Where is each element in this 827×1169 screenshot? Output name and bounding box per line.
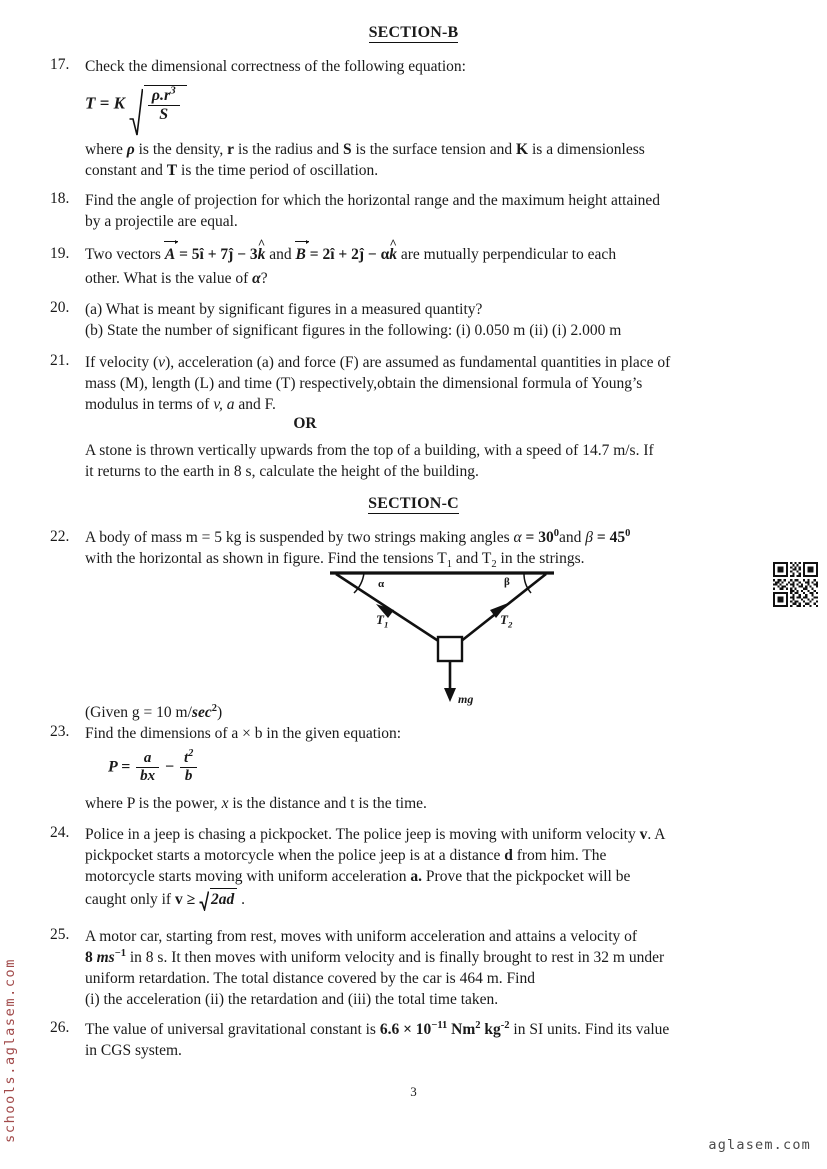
where-text-2: is the density, bbox=[134, 141, 228, 158]
question-24-number: 24. bbox=[50, 824, 70, 841]
tension-1-subscript: 1 bbox=[446, 559, 453, 571]
q19-line2-pre: other. What is the value of bbox=[85, 270, 253, 287]
q23-minus-sign: − bbox=[165, 758, 175, 776]
symbol-S: S bbox=[342, 141, 352, 158]
question-25-line2 bbox=[85, 947, 785, 968]
symbol-v-q21-b: v, bbox=[213, 396, 223, 413]
watermark-left-site: schools.aglasem.com bbox=[2, 958, 18, 1143]
where-text-1: where bbox=[85, 141, 127, 158]
question-23-formula bbox=[85, 750, 785, 786]
question-24-line2 bbox=[85, 845, 785, 866]
q24-line3-pre: motorcycle starts moving with uniform acceleration bbox=[85, 868, 411, 885]
question-21-line1 bbox=[85, 352, 785, 373]
q19-text-post: are mutually perpendicular to each bbox=[397, 246, 617, 263]
question-19-line1 bbox=[85, 244, 785, 265]
question-24-line1 bbox=[85, 824, 785, 845]
question-24-line3 bbox=[85, 866, 785, 887]
q25-velocity-exponent: −1 bbox=[114, 947, 126, 959]
question-21-alt-line2: it returns to the earth in 8 s, calculate the height of the building. bbox=[85, 463, 479, 480]
where-text-5: is a dimensionless bbox=[528, 141, 645, 158]
q26-line1-post: in SI units. Find its value bbox=[509, 1021, 670, 1038]
figure-angle-beta-label: β bbox=[504, 576, 510, 588]
question-25-number: 25. bbox=[50, 926, 70, 943]
vector-A-icon bbox=[165, 244, 175, 265]
symbol-a-q24: a. bbox=[410, 868, 423, 885]
beta-value: = 45 bbox=[593, 529, 626, 546]
question-17-formula bbox=[85, 85, 785, 141]
q19-text-pre: Two vectors bbox=[85, 246, 165, 263]
k-hat-label-1: k bbox=[257, 246, 266, 263]
unit-vector-k-hat-1 bbox=[258, 244, 266, 265]
q21-line3-pre: modulus in terms of bbox=[85, 396, 214, 413]
unit-vector-k-hat-2 bbox=[389, 244, 397, 265]
q19-eqB: = 2î + 2ĵ − α bbox=[305, 246, 390, 263]
question-21-number: 21. bbox=[50, 352, 70, 369]
question-24-line4 bbox=[85, 888, 785, 910]
symbol-alpha-q19: α bbox=[252, 270, 261, 287]
q26-constant-exponent: −11 bbox=[431, 1019, 448, 1031]
q24-line2-post: from him. The bbox=[512, 847, 607, 864]
given-g-pre: (Given g = 10 m/ bbox=[85, 704, 192, 721]
q23-formula-lhs: P = bbox=[108, 758, 131, 776]
question-26-number: 26. bbox=[50, 1019, 70, 1036]
given-g-sup: 2 bbox=[211, 702, 217, 714]
q22-line2-pre: with the horizontal as shown in figure. Find the tensions T bbox=[85, 550, 447, 567]
q23-where-post: is the distance and t is the time. bbox=[228, 795, 427, 812]
watermark-bottom-site: aglasem.com bbox=[708, 1137, 811, 1153]
q24-line2-pre: pickpocket starts a motorcycle when the police jeep is at a distance bbox=[85, 847, 505, 864]
question-26-line1 bbox=[85, 1019, 785, 1040]
q24-line4-post: . bbox=[237, 891, 245, 908]
question-20-line-b: (b) State the number of significant figures in the following: (i) 0.050 m (ii) (i) 2.000 m bbox=[85, 322, 622, 339]
alpha-value: = 30 bbox=[521, 529, 554, 546]
question-25-line4: (i) the acceleration (ii) the retardation and (iii) the total time taken. bbox=[85, 991, 499, 1008]
question-21-line2: mass (M), length (L) and time (T) respectively,obtain the dimensional formula of Young’s bbox=[85, 375, 643, 392]
symbol-T: T bbox=[166, 162, 178, 179]
vector-A-label: A bbox=[164, 246, 176, 263]
formula-numerator: ρ.r bbox=[151, 87, 171, 104]
q22-line1-pre: A body of mass m = 5 kg is suspended by two strings making angles bbox=[85, 529, 514, 546]
question-22-number: 22. bbox=[50, 528, 70, 545]
question-17-last-line bbox=[85, 160, 785, 181]
where-text-4: is the surface tension and bbox=[351, 141, 517, 158]
alpha-degree-sup: 0 bbox=[553, 527, 560, 539]
q23-fraction-2 bbox=[180, 750, 197, 786]
given-g-post: ) bbox=[216, 704, 223, 721]
beta-degree-sup: 0 bbox=[625, 527, 631, 539]
q23-frac2-numerator: t bbox=[184, 750, 189, 766]
symbol-alpha-q22: α bbox=[513, 529, 522, 546]
q26-line1-pre: The value of universal gravitational constant is bbox=[85, 1021, 380, 1038]
qr-code-icon bbox=[773, 562, 818, 607]
question-18-line2: by a projectile are equal. bbox=[85, 213, 238, 230]
q26-unit-nm-sup: 2 bbox=[475, 1019, 481, 1031]
formula-numerator-exponent: 3 bbox=[170, 84, 176, 97]
q19-text-mid: and bbox=[265, 246, 296, 263]
q25-velocity-unit: ms bbox=[96, 949, 115, 966]
symbol-v-q24-b: v bbox=[174, 891, 183, 908]
last-line-text-2: is the time period of oscillation. bbox=[177, 162, 379, 179]
question-17-where-line bbox=[85, 139, 785, 160]
q23-frac1-denominator: bx bbox=[136, 767, 159, 785]
square-root-icon bbox=[129, 85, 187, 125]
section-c-heading bbox=[0, 495, 827, 513]
formula-lhs: T = K bbox=[85, 93, 125, 113]
q23-frac1-numerator: a bbox=[143, 750, 152, 766]
q23-where-pre: where P is the power, bbox=[85, 795, 222, 812]
radicand-2ad: 2ad bbox=[210, 888, 237, 910]
q24-line4-pre: caught only if bbox=[85, 891, 175, 908]
question-20-number: 20. bbox=[50, 299, 70, 316]
vector-B-icon bbox=[296, 244, 306, 265]
question-21-alt-line1: A stone is thrown vertically upwards from the top of a building, with a speed of 14.7 m/s. If bbox=[85, 442, 654, 459]
greater-equal-sign: ≥ bbox=[182, 891, 199, 908]
question-23-number: 23. bbox=[50, 723, 70, 740]
q24-line1-pre: Police in a jeep is chasing a pickpocket. The police jeep is moving with uniform velocity bbox=[85, 826, 640, 843]
figure-svg bbox=[318, 560, 568, 710]
suspended-body-figure bbox=[318, 560, 568, 710]
q21-line1-pre: If velocity ( bbox=[85, 354, 159, 371]
question-21-line3 bbox=[85, 394, 785, 415]
or-separator-label: OR bbox=[293, 415, 317, 432]
section-b-label: SECTION-B bbox=[368, 24, 459, 41]
symbol-v-q21: v bbox=[158, 354, 166, 371]
q23-fraction-1 bbox=[136, 750, 159, 786]
radicand bbox=[144, 85, 187, 125]
question-25-line3: uniform retardation. The total distance covered by the car is 464 m. Find bbox=[85, 970, 535, 987]
question-23-where-line bbox=[85, 793, 785, 814]
question-25-line1: A motor car, starting from rest, moves with uniform acceleration and attains a velocity of bbox=[85, 928, 638, 945]
q26-unit-nm: Nm bbox=[447, 1021, 476, 1038]
symbol-a-q21: a bbox=[226, 396, 235, 413]
question-17-number: 17. bbox=[50, 56, 70, 73]
q25-line2-post: in 8 s. It then moves with uniform velocity and is finally brought to rest in 32 m under bbox=[126, 949, 665, 966]
q21-line3-post: and F. bbox=[234, 396, 276, 413]
q26-constant-value: 6.6 × 10 bbox=[379, 1021, 432, 1038]
vector-B-label: B bbox=[295, 246, 306, 263]
q22-line2-mid: and T bbox=[452, 550, 492, 567]
square-root-icon-inline bbox=[199, 888, 237, 910]
suspended-block bbox=[438, 637, 462, 661]
q24-line3-post: Prove that the pickpocket will be bbox=[422, 868, 631, 885]
question-18-line1: Find the angle of projection for which the horizontal range and the maximum height attained bbox=[85, 192, 661, 209]
question-19-number: 19. bbox=[50, 245, 70, 262]
symbol-d-q24: d bbox=[504, 847, 513, 864]
section-b-heading bbox=[0, 24, 827, 42]
question-19-line2 bbox=[85, 268, 785, 289]
q22-line2-post: in the strings. bbox=[496, 550, 585, 567]
figure-weight-label: mg bbox=[458, 692, 474, 706]
q19-eqA: = 5î + 7ĵ − 3 bbox=[175, 246, 258, 263]
q23-frac2-exponent: 2 bbox=[188, 748, 194, 759]
question-23-line1: Find the dimensions of a × b in the given equation: bbox=[85, 725, 402, 742]
question-22-given-line bbox=[85, 702, 785, 723]
q21-line1-post: ), acceleration (a) and force (F) are assumed as fundamental quantities in place of bbox=[165, 354, 671, 371]
q23-frac2-denominator: b bbox=[180, 767, 197, 785]
q26-unit-kg: kg bbox=[480, 1021, 501, 1038]
last-line-text-1: constant and bbox=[85, 162, 167, 179]
where-text-3: is the radius and bbox=[234, 141, 343, 158]
q19-line2-post: ? bbox=[260, 270, 268, 287]
q26-unit-kg-sup: -2 bbox=[500, 1019, 510, 1031]
symbol-rho: ρ bbox=[126, 141, 135, 158]
section-c-label: SECTION-C bbox=[368, 495, 459, 512]
weight-arrowhead bbox=[444, 688, 456, 702]
question-17-line1: Check the dimensional correctness of the following equation: bbox=[85, 58, 466, 75]
formula-denominator: S bbox=[148, 105, 180, 124]
symbol-K: K bbox=[516, 141, 529, 158]
symbol-beta-q22: β bbox=[585, 529, 594, 546]
page-number: 3 bbox=[410, 1084, 417, 1099]
question-20-line-a: (a) What is meant by significant figures in a measured quantity? bbox=[85, 301, 483, 318]
q24-line1-post: . A bbox=[647, 826, 666, 843]
symbol-x-q23: x bbox=[221, 795, 229, 812]
question-21-or bbox=[85, 413, 525, 434]
question-18-number: 18. bbox=[50, 190, 70, 207]
figure-tension-2-label: $T_2$ bbox=[500, 612, 513, 630]
question-26-line2: in CGS system. bbox=[85, 1042, 182, 1059]
tension-2-subscript: 2 bbox=[491, 559, 497, 571]
figure-tension-1-label: $T_1$ bbox=[376, 612, 389, 630]
k-hat-label-2: k bbox=[389, 246, 398, 263]
question-22-line1 bbox=[85, 527, 785, 548]
symbol-r: r bbox=[227, 141, 235, 158]
symbol-v-q24: v bbox=[639, 826, 648, 843]
q25-velocity-value: 8 bbox=[85, 949, 93, 966]
figure-angle-alpha-label: α bbox=[378, 578, 385, 590]
q22-line1-mid: and bbox=[559, 529, 586, 546]
given-g-sec: sec bbox=[191, 704, 212, 721]
